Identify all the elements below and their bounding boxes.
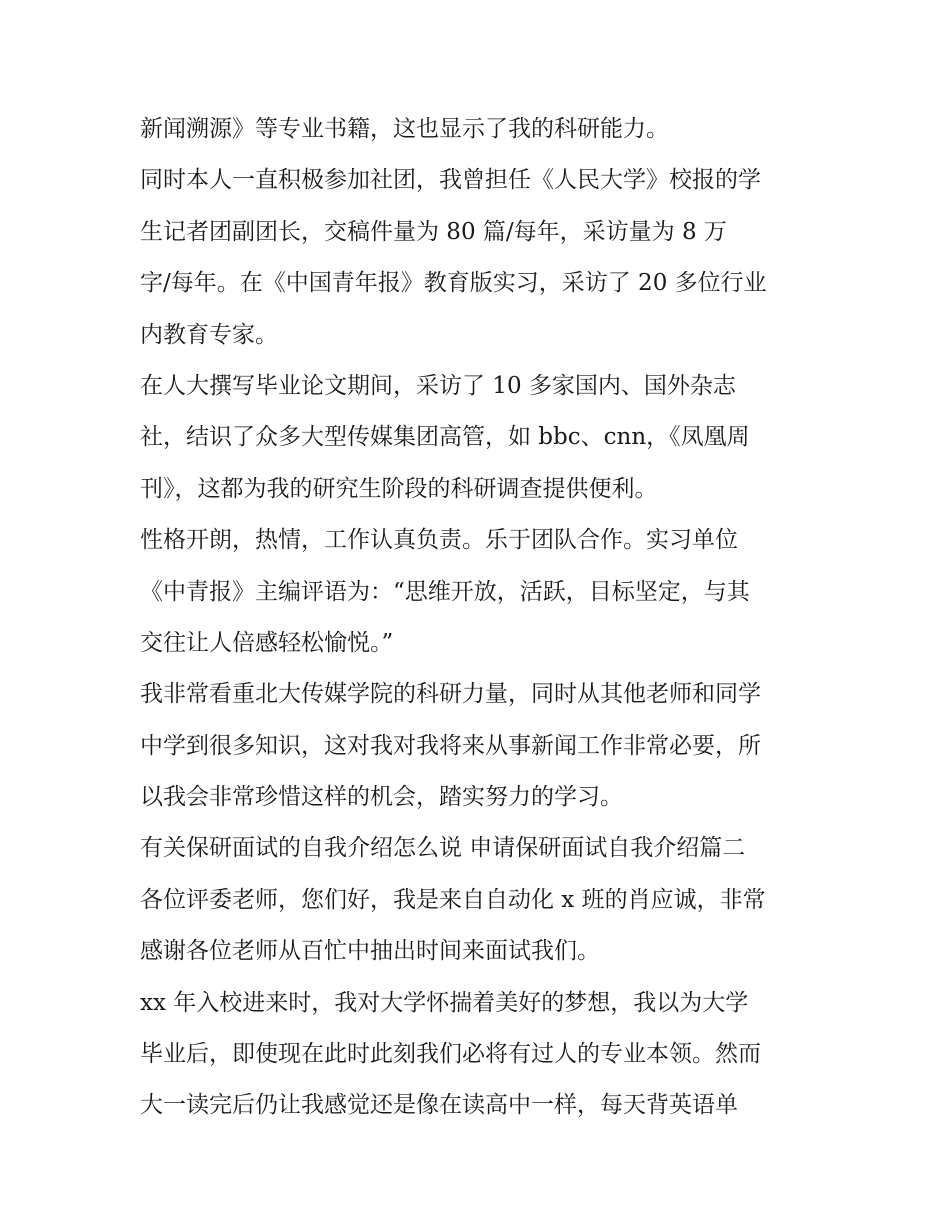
text-line: 以我会非常珍惜这样的机会，踏实努力的学习。 xyxy=(140,784,623,811)
text-line: 《中青报》主编评语为：“思维开放，活跃，目标坚定，与其 xyxy=(140,578,750,605)
text-line: 毕业后，即使现在此时此刻我们必将有过人的专业本领。然而 xyxy=(140,1041,761,1068)
text-line: 有关保研面试的自我介绍怎么说 申请保研面试自我介绍篇二 xyxy=(140,835,746,862)
text-line: 同时本人一直积极参加社团，我曾担任《人民大学》校报的学 xyxy=(140,167,761,194)
text-line: 生记者团副团长，交稿件量为 80 篇/每年，采访量为 8 万 xyxy=(140,218,727,245)
text-line: 社，结识了众多大型传媒集团高管，如 bbc、cnn，《凤凰周 xyxy=(140,424,750,451)
text-line: 新闻溯源》等专业书籍，这也显示了我的科研能力。 xyxy=(140,116,669,142)
text-line: 内教育专家。 xyxy=(140,321,278,348)
text-line: 交往让人倍感轻松愉悦。” xyxy=(140,629,394,656)
text-line: 字/每年。在《中国青年报》教育版实习，采访了 20 多位行业 xyxy=(140,270,767,297)
text-line: 中学到很多知识，这对我对我将来从事新闻工作非常必要，所 xyxy=(140,732,761,759)
text-line: 我非常看重北大传媒学院的科研力量，同时从其他老师和同学 xyxy=(140,681,761,708)
text-line: 大一读完后仍让我感觉还是像在读高中一样，每天背英语单 xyxy=(140,1092,738,1119)
text-line: 性格开朗，热情，工作认真负责。乐于团队合作。实习单位 xyxy=(140,527,738,554)
text-line: 刊》，这都为我的研究生阶段的科研调查提供便利。 xyxy=(140,475,658,502)
text-line: 感谢各位老师从百忙中抽出时间来面试我们。 xyxy=(140,938,600,965)
body-text xyxy=(140,104,820,1132)
text-line: xx 年入校进来时，我对大学怀揣着美好的梦想，我以为大学 xyxy=(140,989,749,1016)
text-line: 在人大撰写毕业论文期间，采访了 10 多家国内、国外杂志 xyxy=(140,372,736,399)
text-line: 各位评委老师，您们好，我是来自自动化 x 班的肖应诚，非常 xyxy=(140,886,766,913)
